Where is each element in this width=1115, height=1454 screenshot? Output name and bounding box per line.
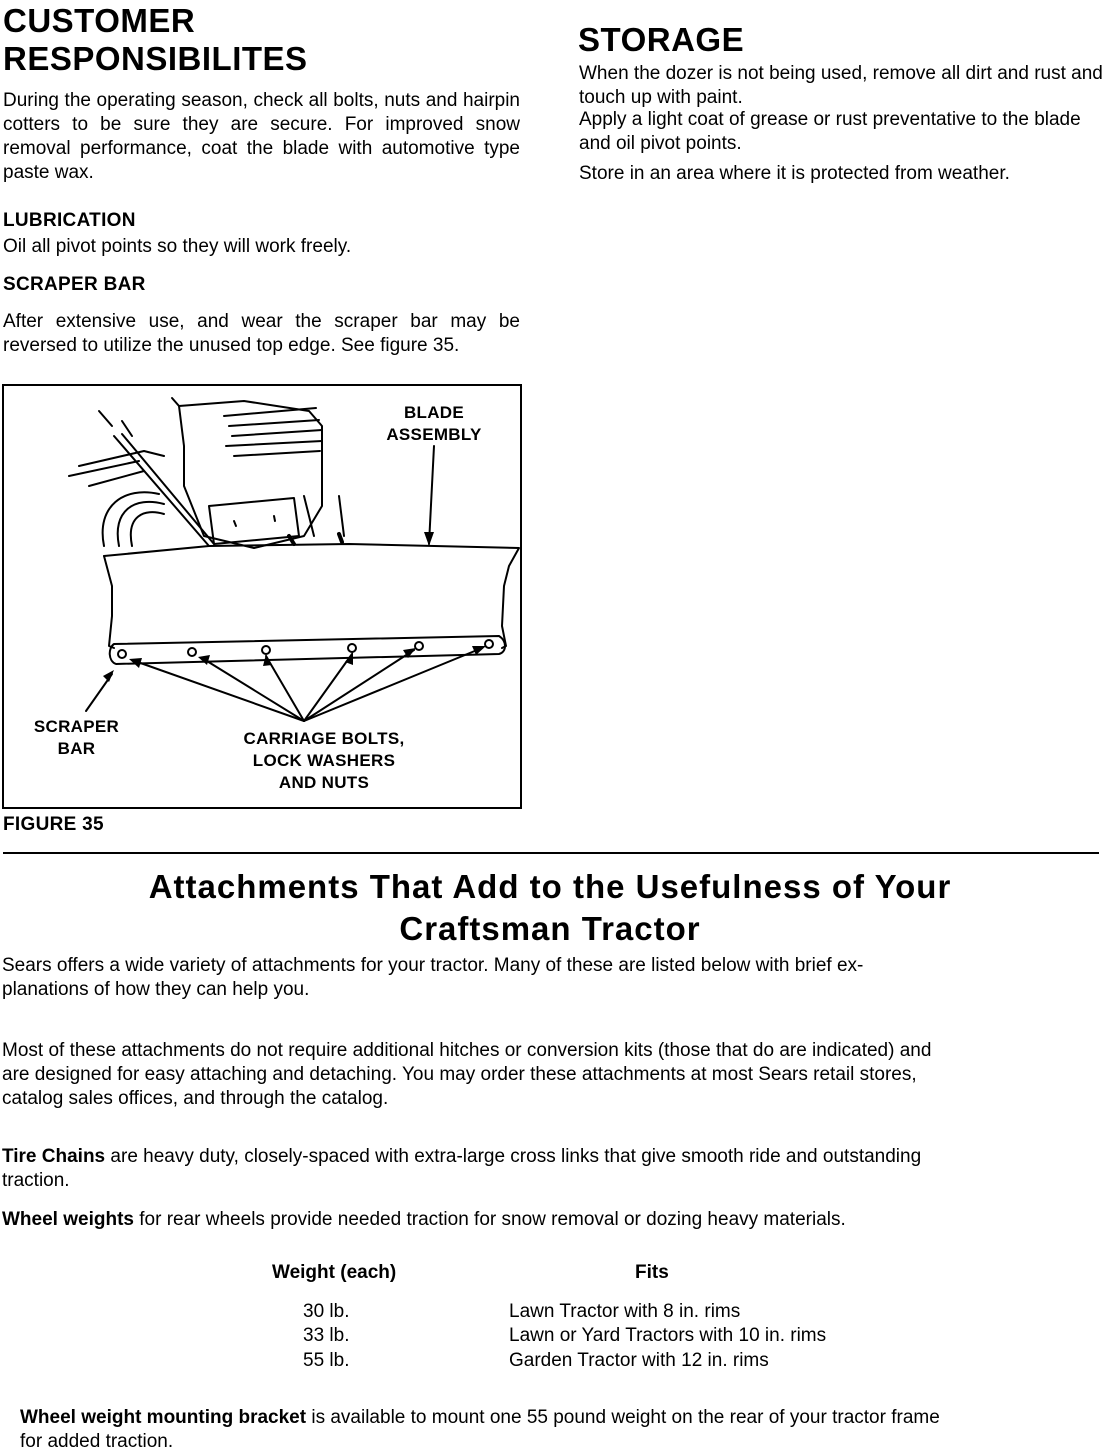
blade-assembly-label-line1: BLADE xyxy=(403,403,465,422)
storage-para3: Store in an area where it is protected from weather. xyxy=(579,163,1010,184)
attachments-para2 xyxy=(2,1039,1112,1111)
bracket-paragraph xyxy=(20,1406,1115,1454)
figure-35-frame xyxy=(2,384,522,809)
tire-chains-term: Tire Chains xyxy=(2,1146,106,1167)
tire-chains-paragraph xyxy=(2,1145,1112,1193)
table-row-weight: 30 lb. xyxy=(303,1301,350,1322)
scraper-bar-label-line2: BAR xyxy=(57,739,96,758)
scraper-heading: SCRAPER BAR xyxy=(3,274,146,295)
attachments-para2-line3: catalog sales offices, and through the catalog. xyxy=(2,1088,389,1109)
bracket-text-line2: for added traction. xyxy=(20,1431,174,1452)
scraper-bar-label-line1: SCRAPER xyxy=(33,717,120,736)
attachments-intro-line2: planations of how they can help you. xyxy=(2,979,310,1000)
table-header-fits: Fits xyxy=(635,1262,669,1283)
carriage-bolts-label-line3: AND NUTS xyxy=(278,773,370,792)
carriage-bolts-label xyxy=(214,728,434,794)
carriage-bolts-label-line1: CARRIAGE BOLTS, xyxy=(243,729,405,748)
table-row-fits: Lawn or Yard Tractors with 10 in. rims xyxy=(509,1325,827,1346)
table-row-fits: Garden Tractor with 12 in. rims xyxy=(509,1350,769,1371)
table-row-fits: Lawn Tractor with 8 in. rims xyxy=(509,1301,741,1322)
table-header-weight: Weight (each) xyxy=(272,1262,397,1283)
customer-heading-line1: CUSTOMER xyxy=(3,2,196,39)
customer-heading-line2: RESPONSIBILITES xyxy=(3,40,308,77)
lubrication-heading: LUBRICATION xyxy=(3,210,136,231)
carriage-bolts-label-line2: LOCK WASHERS xyxy=(252,751,396,770)
storage-para2: Apply a light coat of grease or rust preventative to the blade and oil pivot points. xyxy=(579,109,1081,154)
blade-assembly-label xyxy=(364,402,504,446)
scraper-bar-label xyxy=(14,716,139,760)
scraper-text: After extensive use, and wear the scraper bar may be reversed to utilize the unused top edge. See figure 35. xyxy=(3,311,520,356)
lubrication-text: Oil all pivot points so they will work freely. xyxy=(3,236,352,257)
storage-para1: When the dozer is not being used, remove all dirt and rust and touch up with paint. xyxy=(579,63,1103,108)
attachments-para2-line2: are designed for easy attaching and detaching. You may order these attachments at most Sears retail stores, xyxy=(2,1064,917,1085)
attachments-title xyxy=(0,866,1100,950)
tire-chains-text-line1: are heavy duty, closely-spaced with extra-large cross links that give smooth ride and outstanding xyxy=(105,1146,922,1167)
wheel-weights-paragraph xyxy=(2,1208,1112,1232)
bracket-text-line1: is available to mount one 55 pound weight on the rear of your tractor frame xyxy=(306,1407,940,1428)
section-divider xyxy=(3,852,1099,854)
wheel-weights-term: Wheel weights xyxy=(2,1209,134,1230)
tire-chains-text-line2: traction. xyxy=(2,1170,70,1191)
attachments-title-line2: Craftsman Tractor xyxy=(399,910,701,947)
wheel-weights-text: for rear wheels provide needed traction for snow removal or dozing heavy materials. xyxy=(133,1209,846,1230)
attachments-intro xyxy=(2,954,1112,1002)
customer-heading xyxy=(3,2,308,78)
figure-caption: FIGURE 35 xyxy=(3,814,104,835)
attachments-title-line1: Attachments That Add to the Usefulness of Your xyxy=(148,868,952,905)
attachments-para2-line1: Most of these attachments do not require additional hitches or conversion kits (those that do are indicated) and xyxy=(2,1040,932,1061)
table-row-weight: 33 lb. xyxy=(303,1325,350,1346)
blade-assembly-label-line2: ASSEMBLY xyxy=(386,425,482,444)
table-row-weight: 55 lb. xyxy=(303,1350,350,1371)
customer-intro: During the operating season, check all bolts, nuts and hairpin cotters to be sure they are secure. For improved snow removal performance, coat the blade with automotive type paste wax. xyxy=(3,90,520,183)
storage-heading: STORAGE xyxy=(578,21,745,58)
bracket-term: Wheel weight mounting bracket xyxy=(20,1407,307,1428)
attachments-intro-line1: Sears offers a wide variety of attachments for your tractor. Many of these are listed below with brief ex- xyxy=(2,955,864,976)
